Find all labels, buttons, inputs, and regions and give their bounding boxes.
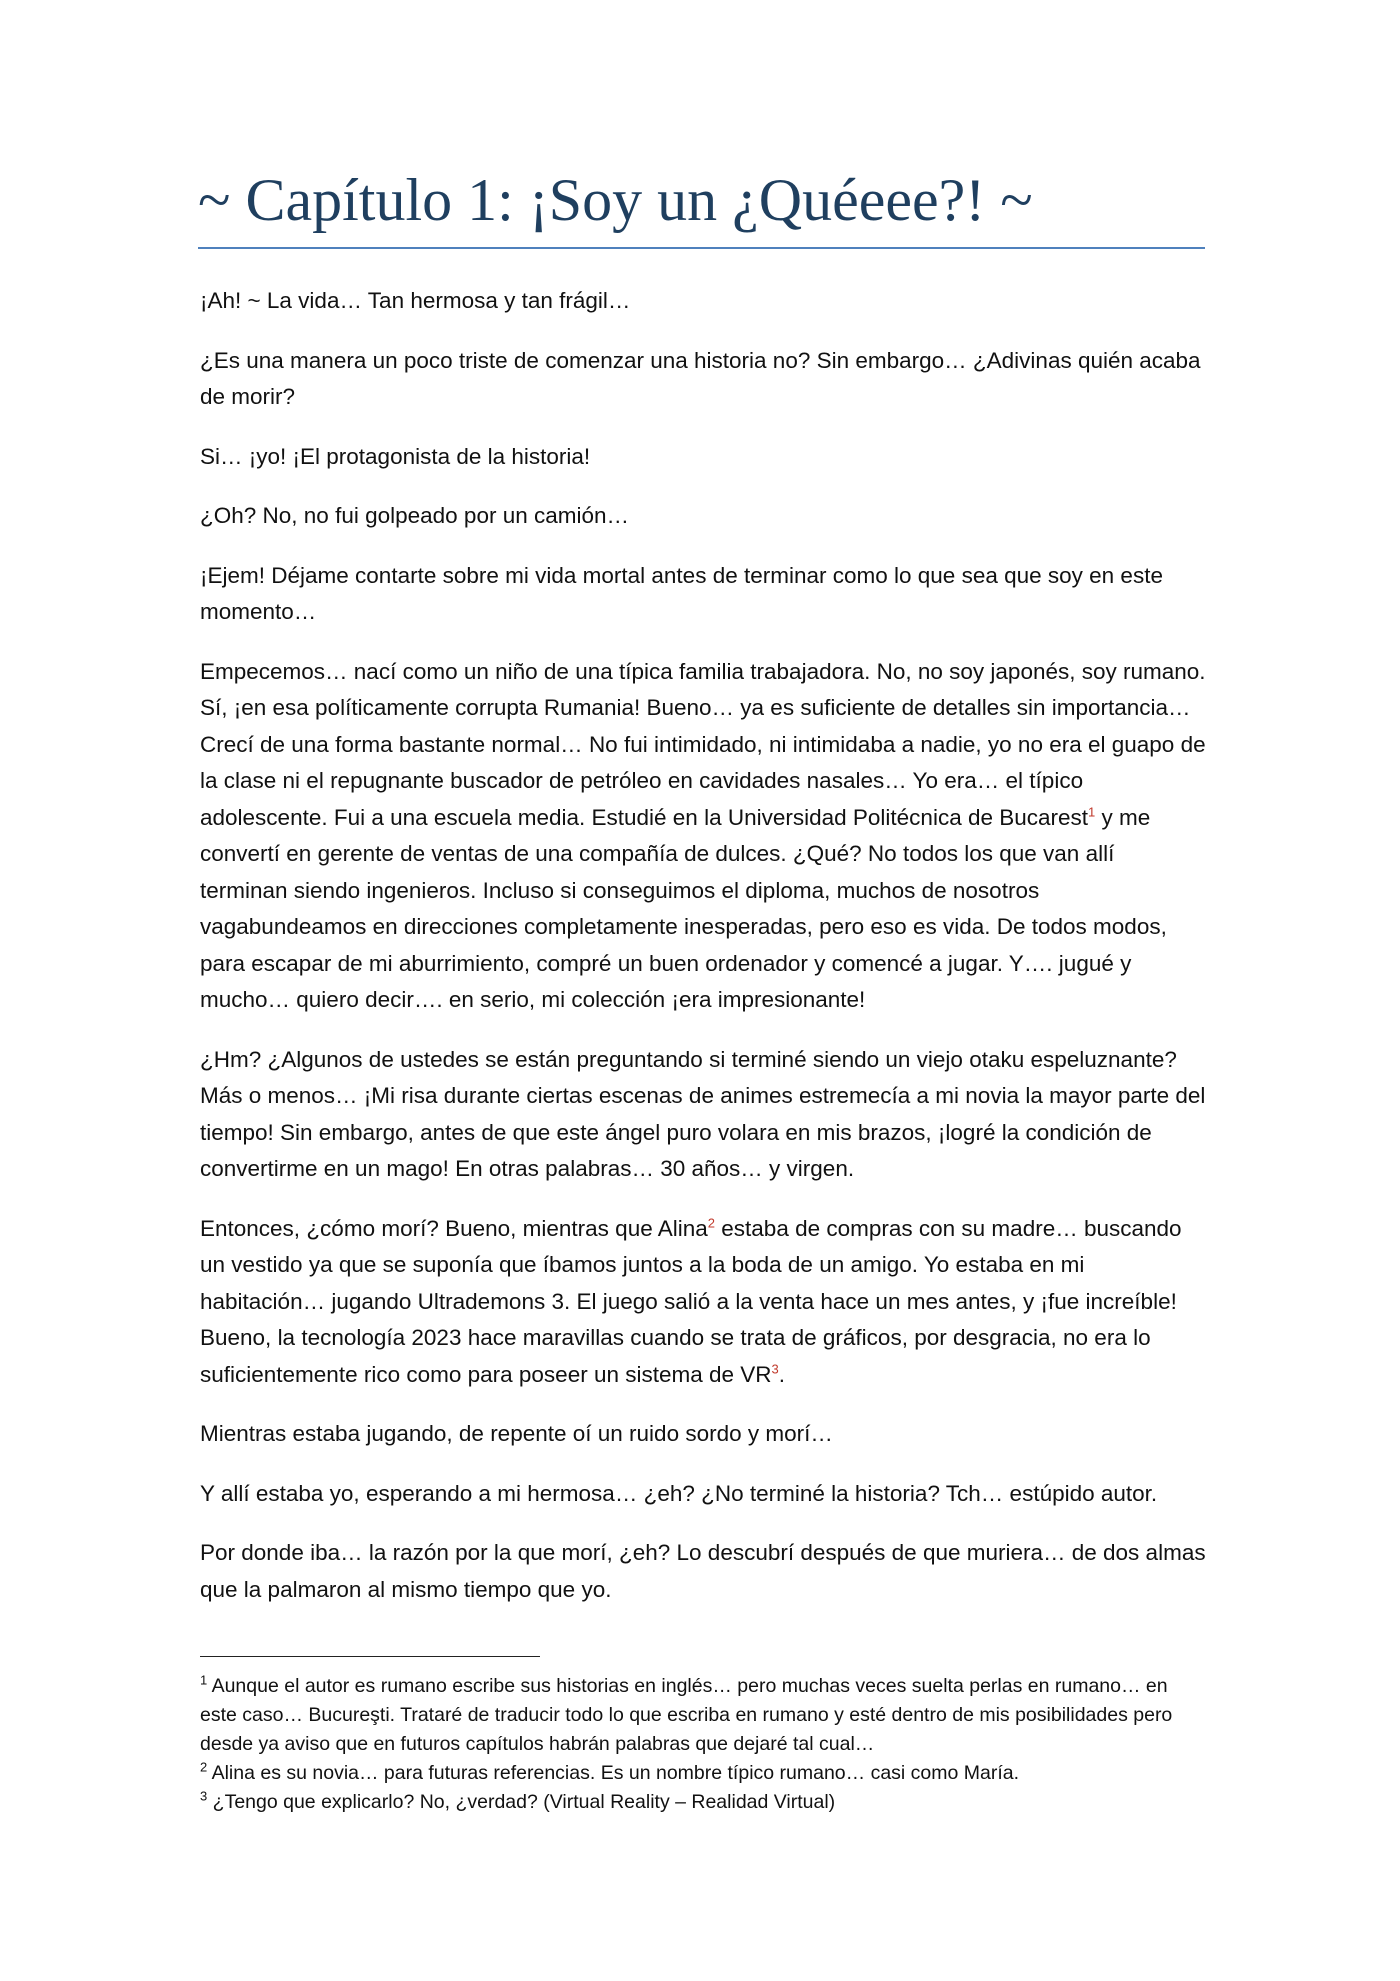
footnote-text: Alina es su novia… para futuras referencias. Es un nombre típico rumano… casi como María.	[211, 1762, 1020, 1784]
footnote	[200, 1672, 1208, 1759]
paragraph	[200, 654, 1208, 1019]
paragraph-text: estaba de compras con su madre… buscando un vestido ya que se suponía que íbamos juntos a la boda de un amigo. Yo estaba en mi habitación… jugando Ultrademons 3. El juego salió a la venta hace un mes antes, y ¡fue increíble! Bueno, la tecnología 2023 hace maravillas cuando se trata de gráficos, por desgracia, no era lo suficientemente rico como para poseer un sistema de VR	[200, 1215, 1182, 1387]
footnote-ref-1[interactable]: 1	[1088, 804, 1096, 819]
footnote-number: 1	[200, 1672, 208, 1688]
paragraph	[200, 1211, 1208, 1394]
paragraph-text: Entonces, ¿cómo morí? Bueno, mientras que Alina	[200, 1215, 708, 1241]
chapter-title: ~ Capítulo 1: ¡Soy un ¿Quéeee?! ~	[198, 167, 1033, 233]
paragraph: ¿Oh? No, no fui golpeado por un camión…	[200, 503, 630, 528]
footnote-ref-3[interactable]: 3	[771, 1361, 779, 1376]
paragraph-text: y me convertí en gerente de ventas de una compañía de dulces. ¿Qué? No todos los que van allí terminan siendo ingenieros. Incluso si conseguimos el diploma, muchos de nosotros vagabundeamos en direcciones completamente inesperadas, pero eso es vida. De todos modos, para escapar de mi aburrimiento, compré un buen ordenador y comencé a jugar. Y…. jugué y mucho… quiero decir…. en serio, mi colección ¡era impresionante!	[200, 804, 1167, 1012]
footnote-text: ¿Tengo que explicarlo? No, ¿verdad? (Virtual Reality – Realidad Virtual)	[212, 1791, 836, 1813]
paragraph: Si… ¡yo! ¡El protagonista de la historia!	[200, 443, 591, 469]
paragraph: ¡Ejem! Déjame contarte sobre mi vida mortal antes de terminar como lo que sea que soy en este momento…	[200, 562, 1163, 624]
footnote-number: 3	[200, 1788, 208, 1804]
paragraph: Mientras estaba jugando, de repente oí un ruido sordo y morí…	[200, 1421, 833, 1446]
footnote-text: Aunque el autor es rumano escribe sus historias en inglés… pero muchas veces suelta perlas en rumano… en este caso… Bucureşti. Trataré de traducir todo lo que escriba en rumano y esté dentro de mis posibilidades pero desde ya aviso que en futuros capítulos habrán palabras que dejaré tal cual…	[200, 1675, 1173, 1755]
footnotes	[200, 1672, 1208, 1817]
footnote-separator	[200, 1656, 540, 1657]
paragraph-text: Empecemos… nací como un niño de una típica familia trabajadora. No, no soy japonés, soy rumano. Sí, ¡en esa políticamente corrupta Rumania! Bueno… ya es suficiente de detalles sin importancia… Crecí de una forma bastante normal… No fui intimidado, ni intimidaba a nadie, yo no era el guapo de la clase ni el repugnante buscador de petróleo en cavidades nasales… Yo era… el típico adolescente. Fui a una escuela media. Estudié en la Universidad Politécnica de Bucarest	[200, 658, 1206, 830]
paragraph: Por donde iba… la razón por la que morí, ¿eh? Lo descubrí después de que muriera… de dos almas que la palmaron al mismo tiempo que yo.	[200, 1540, 1206, 1602]
footnote	[200, 1788, 1208, 1817]
chapter-body	[200, 283, 1208, 1631]
paragraph: ¡Ah! ~ La vida… Tan hermosa y tan frágil…	[200, 288, 631, 313]
footnote	[200, 1759, 1208, 1788]
title-underline	[198, 247, 1205, 249]
footnote-ref-2[interactable]: 2	[707, 1215, 716, 1230]
paragraph: ¿Hm? ¿Algunos de ustedes se están preguntando si terminé siendo un viejo otaku espeluznante? Más o menos… ¡Mi risa durante ciertas escenas de animes estremecía a mi novia la mayor parte del tiempo! Sin embargo, antes de que este ángel puro volara en mis brazos, ¡logré la condición de convertirme en un mago! En otras palabras… 30 años… y virgen.	[200, 1046, 1206, 1181]
paragraph: Y allí estaba yo, esperando a mi hermosa… ¿eh? ¿No terminé la historia? Tch… estúpido autor.	[200, 1480, 1158, 1506]
footnote-number: 2	[200, 1759, 208, 1775]
paragraph: ¿Es una manera un poco triste de comenzar una historia no? Sin embargo… ¿Adivinas quién acaba de morir?	[200, 347, 1201, 409]
paragraph-text: .	[778, 1361, 786, 1387]
